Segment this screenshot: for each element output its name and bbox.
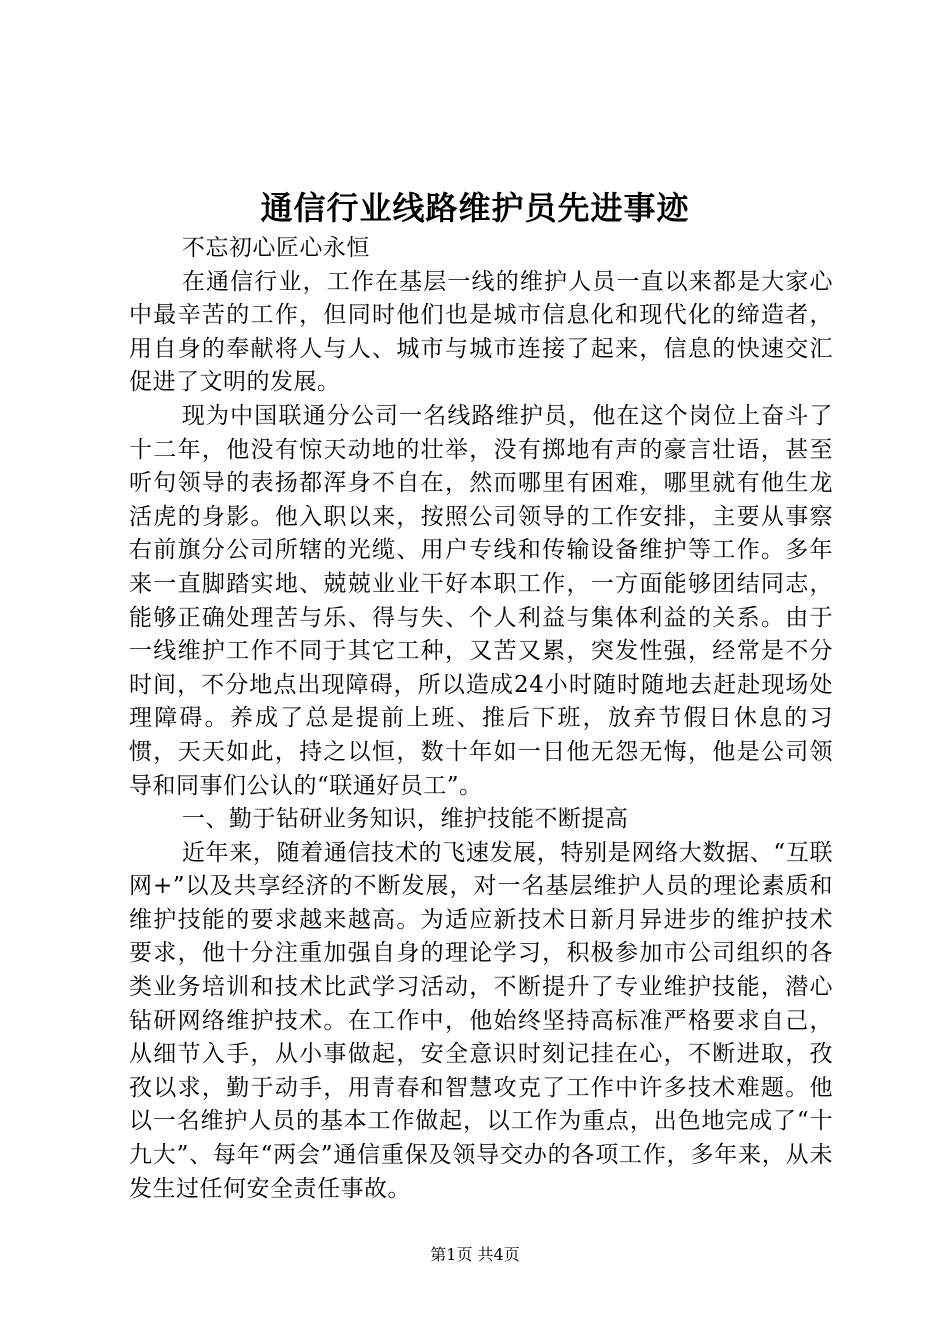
profile-paragraph: 现为中国联通分公司一名线路维护员，他在这个岗位上奋斗了十二年，他没有惊天动地的壮举，没有掷地有声的豪言壮语，甚至听句领导的表扬都浑身不自在，然而哪里有困难，哪里就有他生龙活虎的身影。他入职以来，按照公司领导的工作安排，主要从事察右前旗分公司所辖的光缆、用户专线和传输设备维护等工作。多年来一直脚踏实地、兢兢业业干好本职工作，一方面能够团结同志，能够正确处理苦与乐、得与失、个人利益与集体利益的关系。由于一线维护工作不同于其它工种，又苦又累，突发性强，经常是不分时间，不分地点出现障碍，所以造成24小时随时随地去赶赴现场处理障碍。养成了总是提前上班、推后下班，放弃节假日休息的习惯，天天如此，持之以恒，数十年如一日他无怨无悔，他是公司领导和同事们公认的“联通好员工”。: [129, 402, 833, 799]
document-title: 通信行业线路维护员先进事迹: [260, 189, 690, 227]
subtitle-paragraph: 不忘初心匠心永恒: [181, 235, 370, 261]
section-heading: 一、勤于钻研业务知识，维护技能不断提高: [181, 806, 629, 833]
page-footer: 第1页 共4页: [430, 1245, 520, 1264]
document-body: [129, 232, 833, 1206]
intro-paragraph: 在通信行业，工作在基层一线的维护人员一直以来都是大家心中最辛苦的工作，但同时他们也是城市信息化和现代化的缔造者，用自身的奉献将人与人、城市与城市连接了起来，信息的快速交汇促进了文明的发展。: [129, 268, 833, 396]
section-paragraph: 近年来，随着通信技术的飞速发展，特别是网络大数据、“互联网+”以及共享经济的不断发展，对一名基层维护人员的理论素质和维护技能的要求越来越高。为适应新技术日新月异进步的维护技术要求，他十分注重加强自身的理论学习，积极参加市公司组织的各类业务培训和技术比武学习活动，不断提升了专业维护技能，潜心钻研网络维护技术。在工作中，他始终坚持高标准严格要求自己，从细节入手，从小事做起，安全意识时刻记挂在心，不断进取，孜孜以求，勤于动手，用青春和智慧攻克了工作中许多技术难题。他以一名维护人员的基本工作做起，以工作为重点，出色地完成了“十九大”、每年“两会”通信重保及领导交办的各项工作，多年来，从未发生过任何安全责任事故。: [129, 839, 833, 1202]
